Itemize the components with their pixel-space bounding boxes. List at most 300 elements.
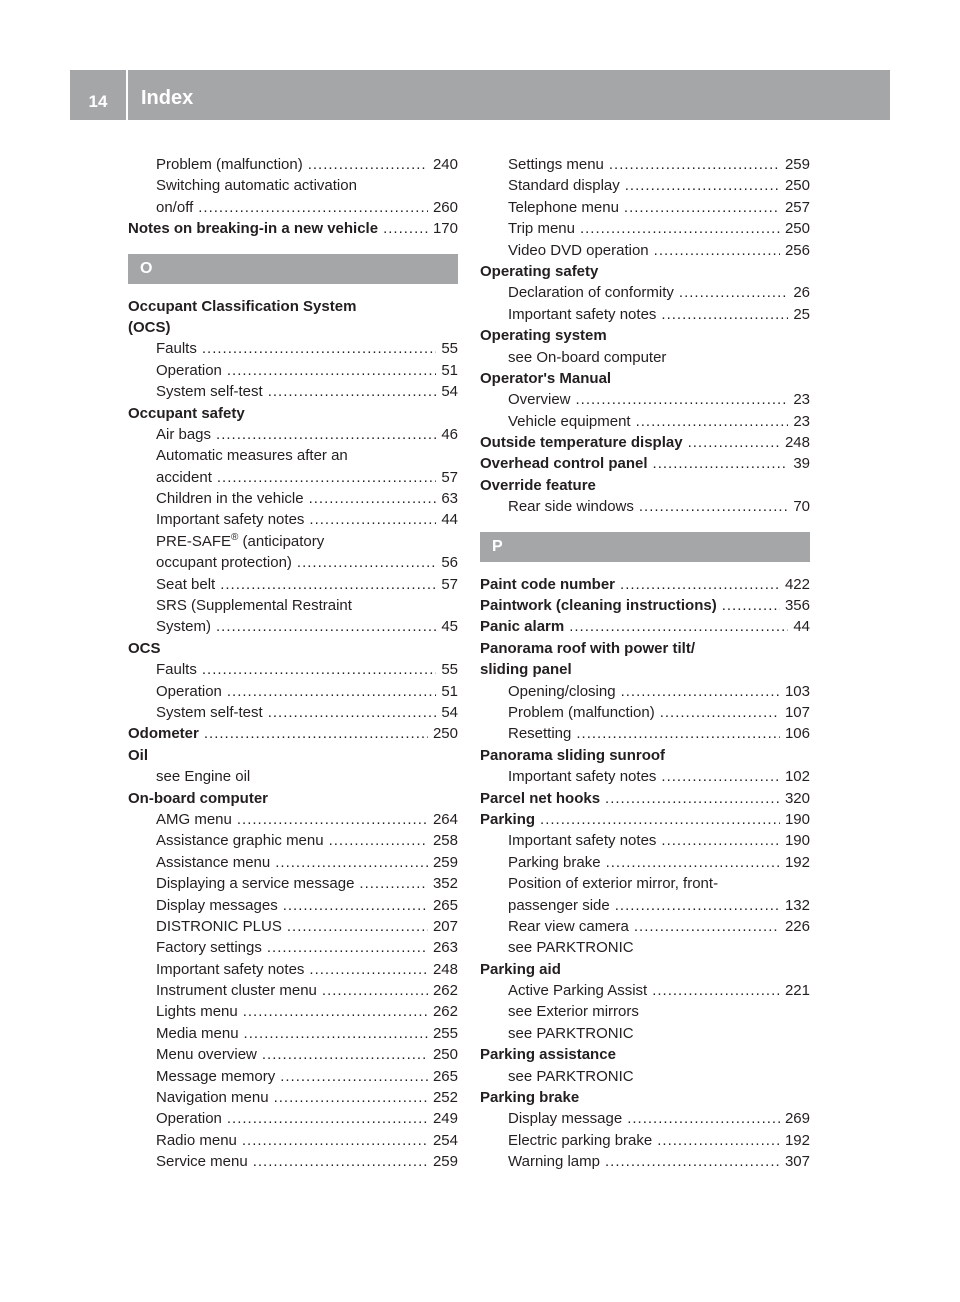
entry-text: Menu overview (156, 1046, 257, 1064)
index-entry (128, 873, 458, 894)
index-entry (128, 937, 458, 958)
entry-page-number[interactable]: 254 (432, 1131, 458, 1149)
entry-text: Important safety notes (156, 511, 305, 529)
entry-page-number[interactable]: 51 (441, 682, 458, 700)
entry-text: Air bags (156, 425, 212, 443)
entry-page-number[interactable]: 106 (784, 725, 810, 743)
entry-page-number[interactable]: 44 (441, 511, 458, 529)
dot-leader (262, 1044, 428, 1065)
entry-text: Display messages (156, 896, 278, 914)
dot-leader (275, 852, 428, 873)
entry-text: AMG menu (156, 810, 232, 828)
index-entry (480, 282, 810, 303)
entry-text: Active Parking Assist (508, 982, 648, 1000)
index-entry (128, 1001, 458, 1022)
index-entry (480, 496, 810, 517)
entry-text: Rear view camera (508, 917, 629, 935)
index-entry (480, 766, 810, 787)
entry-text: Media menu (156, 1024, 239, 1042)
index-entry (128, 424, 458, 445)
dot-leader (267, 937, 428, 958)
dot-leader (605, 1151, 780, 1172)
entry-text: see PARKTRONIC (508, 939, 634, 957)
dot-leader (615, 895, 780, 916)
letter-heading-o: O (128, 254, 458, 284)
dot-leader (329, 830, 428, 851)
entry-text: Resetting (508, 725, 572, 743)
index-entry (128, 1044, 458, 1065)
dot-leader (639, 496, 788, 517)
letter-heading-p: P (480, 532, 810, 562)
entry-text: Standard display (508, 177, 620, 195)
entry-page-number[interactable]: 262 (432, 1003, 458, 1021)
dot-leader (654, 240, 780, 261)
entry-text: passenger side (508, 896, 610, 914)
entry-page-number[interactable]: 102 (784, 768, 810, 786)
entry-text: Important safety notes (156, 960, 305, 978)
dot-leader (274, 1087, 428, 1108)
index-entry (480, 916, 810, 937)
entry-text: Displaying a service message (156, 875, 355, 893)
entry-page-number[interactable]: 57 (441, 575, 458, 593)
dot-leader (243, 1001, 428, 1022)
entry-page-number[interactable]: 26 (793, 284, 810, 302)
entry-page-number[interactable]: 54 (441, 383, 458, 401)
entry-page-number[interactable]: 192 (784, 853, 810, 871)
entry-text: Panorama roof with power tilt/ (480, 639, 696, 657)
entry-text: Parking brake (480, 1089, 580, 1107)
entry-page-number[interactable]: 352 (432, 875, 458, 893)
entry-text: Problem (malfunction) (508, 703, 655, 721)
entry-text: see PARKTRONIC (508, 1024, 634, 1042)
dot-leader (309, 509, 436, 530)
index-entry (128, 638, 458, 659)
entry-page-number[interactable]: 240 (432, 156, 458, 173)
index-entry (128, 766, 458, 787)
index-entry (128, 788, 458, 809)
entry-list (480, 154, 810, 518)
index-entry (128, 488, 458, 509)
entry-page-number[interactable]: 263 (432, 939, 458, 957)
entry-page-number[interactable]: 23 (793, 412, 810, 430)
entry-text: Parking aid (480, 960, 561, 978)
page-header (70, 70, 890, 120)
entry-text: Panic alarm (480, 618, 565, 636)
dot-leader (322, 980, 428, 1001)
entry-text: PRE-SAFE® (anticipatory (156, 531, 325, 550)
entry-text: Message memory (156, 1067, 276, 1085)
entry-page-number[interactable]: 190 (784, 832, 810, 850)
entry-text: Override feature (480, 476, 596, 494)
entry-page-number[interactable]: 46 (441, 425, 458, 443)
entry-page-number[interactable]: 248 (784, 434, 810, 452)
index-entry (480, 347, 810, 368)
entry-page-number[interactable]: 259 (432, 1153, 458, 1171)
index-entry (128, 1066, 458, 1087)
dot-leader (287, 916, 428, 937)
page-number: 14 (88, 92, 108, 111)
index-entry (480, 197, 810, 218)
entry-page-number[interactable]: 55 (441, 661, 458, 679)
entry-text: Faults (156, 340, 197, 358)
index-entry (128, 552, 458, 573)
dot-leader (624, 197, 780, 218)
entry-text: Operating safety (480, 262, 599, 280)
index-entry (128, 1023, 458, 1044)
entry-page-number[interactable]: 207 (432, 917, 458, 935)
entry-page-number[interactable]: 51 (441, 361, 458, 379)
index-entry (128, 1130, 458, 1151)
index-entry (480, 873, 810, 894)
entry-page-number[interactable]: 259 (784, 156, 810, 173)
index-entry (480, 1066, 810, 1087)
entry-text: Switching automatic activation (156, 177, 357, 195)
entry-page-number[interactable]: 45 (441, 618, 458, 636)
entry-text: System) (156, 618, 212, 636)
entry-text: Radio menu (156, 1131, 237, 1149)
entry-page-number[interactable]: 23 (793, 391, 810, 409)
index-entry (128, 809, 458, 830)
entry-text: see PARKTRONIC (508, 1067, 634, 1085)
entry-text: Rear side windows (508, 498, 634, 516)
entry-text: Overview (508, 391, 571, 409)
entry-text: see Exterior mirrors (508, 1003, 639, 1021)
index-entry (480, 1108, 810, 1129)
index-entry (480, 475, 810, 496)
dot-leader (383, 218, 428, 239)
entry-text: Parcel net hooks (480, 789, 601, 807)
dot-leader (217, 467, 436, 488)
index-entry (480, 1087, 810, 1108)
index-entry (128, 745, 458, 766)
index-entry (128, 574, 458, 595)
index-entry (480, 240, 810, 261)
index-entry (480, 175, 810, 196)
index-entry (128, 445, 458, 466)
entry-text: Assistance graphic menu (156, 832, 324, 850)
dot-leader (237, 809, 428, 830)
header-divider (126, 70, 128, 120)
dot-leader (627, 1108, 780, 1129)
index-entry (128, 317, 458, 338)
index-entry (480, 830, 810, 851)
entry-text: Faults (156, 661, 197, 679)
entry-text: see On-board computer (508, 348, 667, 366)
index-entry (128, 531, 458, 552)
entry-page-number[interactable]: 257 (784, 198, 810, 216)
index-entry (128, 702, 458, 723)
entry-page-number[interactable]: 103 (784, 682, 810, 700)
dot-leader (609, 154, 780, 175)
index-entry (128, 154, 458, 175)
dot-leader (657, 1130, 780, 1151)
index-entry (128, 1087, 458, 1108)
entry-page-number[interactable]: 320 (784, 789, 810, 807)
index-entry (128, 1108, 458, 1129)
entry-text: Operating system (480, 327, 607, 345)
entry-page-number[interactable]: 55 (441, 340, 458, 358)
dot-leader (688, 432, 780, 453)
entry-page-number[interactable]: 248 (432, 960, 458, 978)
index-entry (480, 638, 810, 659)
entry-text: (OCS) (128, 318, 171, 336)
entry-page-number[interactable]: 422 (784, 575, 810, 593)
index-entry (480, 325, 810, 346)
entry-text: Important safety notes (508, 305, 657, 323)
index-entry (480, 595, 810, 616)
entry-page-number[interactable]: 252 (432, 1089, 458, 1107)
entry-page-number[interactable]: 262 (432, 982, 458, 1000)
dot-leader (679, 282, 788, 303)
dot-leader (227, 681, 436, 702)
entry-page-number[interactable]: 70 (793, 498, 810, 516)
dot-leader (359, 873, 428, 894)
index-entry (480, 959, 810, 980)
dot-leader (569, 616, 788, 637)
index-entry (128, 959, 458, 980)
entry-text: Warning lamp (508, 1153, 600, 1171)
dot-leader (576, 723, 780, 744)
entry-page-number[interactable]: 192 (784, 1131, 810, 1149)
entry-text: Odometer (128, 725, 199, 743)
index-entry (480, 1001, 810, 1022)
index-entry (480, 154, 810, 175)
entry-text: Parking brake (508, 853, 601, 871)
dot-leader (661, 304, 788, 325)
dot-leader (652, 980, 780, 1001)
dot-leader (660, 702, 780, 723)
index-entry (128, 723, 458, 744)
entry-page-number[interactable]: 25 (793, 305, 810, 323)
entry-page-number[interactable]: 170 (432, 220, 458, 238)
entry-text: Declaration of conformity (508, 284, 674, 302)
index-entry (480, 432, 810, 453)
entry-text: Seat belt (156, 575, 216, 593)
dot-leader (198, 197, 428, 218)
entry-page-number[interactable]: 39 (793, 455, 810, 473)
entry-text: Factory settings (156, 939, 262, 957)
entry-page-number[interactable]: 56 (441, 554, 458, 572)
dot-leader (280, 1066, 428, 1087)
dot-leader (722, 595, 780, 616)
entry-page-number[interactable]: 250 (784, 177, 810, 195)
index-entry (128, 830, 458, 851)
index-entry (480, 659, 810, 680)
dot-leader (309, 959, 428, 980)
entry-text: Display message (508, 1110, 623, 1128)
entry-page-number[interactable]: 250 (432, 725, 458, 743)
entry-page-number[interactable]: 269 (784, 1110, 810, 1128)
entry-text: Telephone menu (508, 198, 619, 216)
entry-text: Parking assistance (480, 1046, 616, 1064)
index-entry (480, 218, 810, 239)
dot-leader (634, 916, 780, 937)
dot-leader (308, 154, 428, 175)
index-entry (480, 389, 810, 410)
entry-page-number[interactable]: 356 (784, 597, 810, 615)
index-entry (480, 980, 810, 1001)
entry-text: Children in the vehicle (156, 490, 304, 508)
index-entry (128, 197, 458, 218)
index-entry (128, 218, 458, 239)
entry-text: Position of exterior mirror, front- (508, 875, 719, 893)
entry-text: OCS (128, 639, 161, 657)
entry-text: Instrument cluster menu (156, 982, 317, 1000)
entry-text: Paint code number (480, 575, 616, 593)
index-entry (480, 1023, 810, 1044)
entry-text: sliding panel (480, 661, 572, 679)
entry-page-number[interactable]: 249 (432, 1110, 458, 1128)
dot-leader (605, 788, 780, 809)
index-entry (128, 1151, 458, 1172)
index-entry (128, 381, 458, 402)
index-entry (480, 681, 810, 702)
entry-text: Settings menu (508, 156, 604, 173)
dot-leader (580, 218, 780, 239)
entry-text: On-board computer (128, 789, 269, 807)
dot-leader (220, 574, 436, 595)
index-entry (480, 895, 810, 916)
index-entry (480, 616, 810, 637)
dot-leader (621, 681, 780, 702)
index-column-left (128, 154, 458, 1173)
index-entry (128, 916, 458, 937)
index-entry (480, 937, 810, 958)
index-entry (128, 681, 458, 702)
index-entry (480, 574, 810, 595)
index-entry (480, 368, 810, 389)
entry-text: Occupant safety (128, 404, 245, 422)
dot-leader (202, 338, 436, 359)
entry-text: Important safety notes (508, 768, 657, 786)
entry-page-number[interactable]: 260 (432, 198, 458, 216)
entry-text: Trip menu (508, 220, 575, 238)
dot-leader (268, 702, 437, 723)
entry-text: occupant protection) (156, 554, 292, 572)
index-entry (480, 453, 810, 474)
entry-text: Operation (156, 1110, 222, 1128)
entry-list (480, 574, 810, 1173)
entry-page-number[interactable]: 132 (784, 896, 810, 914)
entry-text: accident (156, 468, 212, 486)
entry-text: Operation (156, 682, 222, 700)
dot-leader (576, 389, 789, 410)
index-entry (480, 809, 810, 830)
entry-page-number[interactable]: 256 (784, 241, 810, 259)
entry-text: Electric parking brake (508, 1131, 653, 1149)
index-entry (480, 702, 810, 723)
dot-leader (227, 360, 436, 381)
index-entry (480, 261, 810, 282)
entry-text: on/off (156, 198, 194, 216)
dot-leader (242, 1130, 428, 1151)
entry-text: Opening/closing (508, 682, 616, 700)
dot-leader (283, 895, 428, 916)
entry-page-number[interactable]: 264 (432, 810, 458, 828)
entry-page-number[interactable]: 54 (441, 703, 458, 721)
index-entry (128, 175, 458, 196)
entry-text: Oil (128, 746, 149, 764)
entry-list (128, 296, 458, 1173)
entry-text: Outside temperature display (480, 434, 683, 452)
entry-page-number[interactable]: 190 (784, 810, 810, 828)
entry-page-number[interactable]: 107 (784, 703, 810, 721)
dot-leader (653, 453, 789, 474)
entry-page-number[interactable]: 255 (432, 1024, 458, 1042)
entry-text: SRS (Supplemental Restraint (156, 597, 352, 615)
entry-text: Service menu (156, 1153, 248, 1171)
dot-leader (227, 1108, 428, 1129)
index-entry (480, 304, 810, 325)
dot-leader (661, 766, 780, 787)
entry-page-number[interactable]: 307 (784, 1153, 810, 1171)
index-entry (128, 403, 458, 424)
entry-list (128, 154, 458, 240)
index-entry (128, 895, 458, 916)
index-entry (480, 411, 810, 432)
entry-text: Occupant Classification System (128, 297, 357, 315)
entry-text: System self-test (156, 383, 263, 401)
index-entry (128, 338, 458, 359)
dot-leader (309, 488, 437, 509)
index-entry (128, 467, 458, 488)
index-entry (128, 852, 458, 873)
entry-page-number[interactable]: 258 (432, 832, 458, 850)
dot-leader (216, 424, 436, 445)
entry-text: Vehicle equipment (508, 412, 631, 430)
entry-text: Paintwork (cleaning instructions) (480, 597, 717, 615)
index-entry (128, 659, 458, 680)
entry-page-number[interactable]: 265 (432, 896, 458, 914)
entry-page-number[interactable]: 44 (793, 618, 810, 636)
entry-text: Lights menu (156, 1003, 238, 1021)
index-entry (480, 723, 810, 744)
dot-leader (540, 809, 780, 830)
dot-leader (625, 175, 780, 196)
index-entry (480, 852, 810, 873)
index-entry (128, 296, 458, 317)
index-entry (128, 360, 458, 381)
entry-page-number[interactable]: 63 (441, 490, 458, 508)
entry-page-number[interactable]: 57 (441, 468, 458, 486)
entry-page-number[interactable]: 221 (784, 982, 810, 1000)
index-entry (128, 595, 458, 616)
index-entry (128, 616, 458, 637)
index-entry (128, 980, 458, 1001)
dot-leader (661, 830, 780, 851)
entry-text: Panorama sliding sunroof (480, 746, 666, 764)
entry-text: Problem (malfunction) (156, 156, 303, 173)
entry-text: Operation (156, 361, 222, 379)
index-entry (480, 788, 810, 809)
index-entry (480, 1151, 810, 1172)
entry-text: DISTRONIC PLUS (156, 917, 282, 935)
entry-page-number[interactable]: 259 (432, 853, 458, 871)
entry-page-number[interactable]: 265 (432, 1067, 458, 1085)
entry-page-number[interactable]: 226 (784, 917, 810, 935)
dot-leader (606, 852, 780, 873)
entry-text: Important safety notes (508, 832, 657, 850)
entry-text: see Engine oil (156, 768, 251, 786)
dot-leader (253, 1151, 428, 1172)
entry-page-number[interactable]: 250 (784, 220, 810, 238)
entry-text: Overhead control panel (480, 455, 648, 473)
dot-leader (202, 659, 436, 680)
entry-text: System self-test (156, 703, 263, 721)
index-entry (480, 745, 810, 766)
dot-leader (216, 616, 436, 637)
entry-page-number[interactable]: 250 (432, 1046, 458, 1064)
